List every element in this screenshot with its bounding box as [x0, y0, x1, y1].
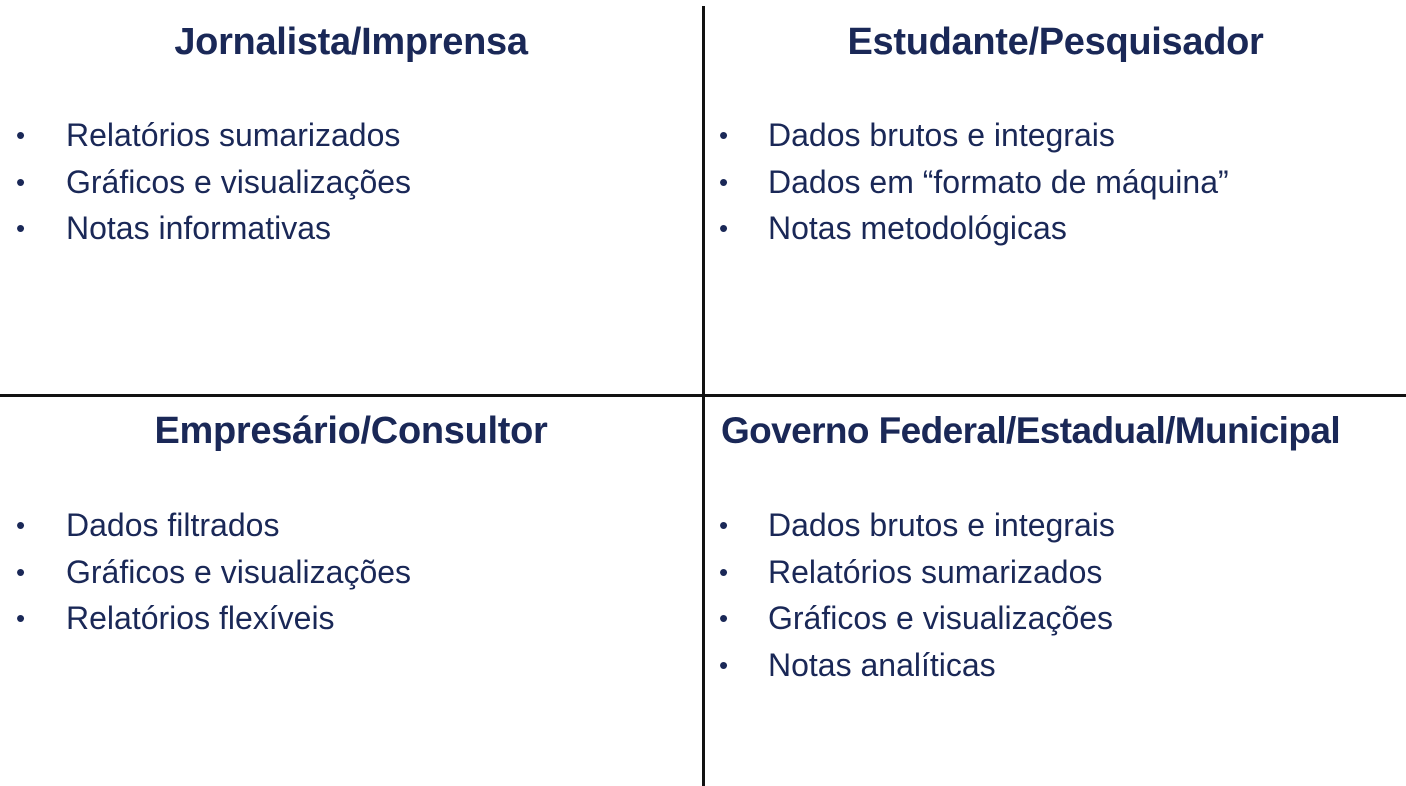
- bullet-icon: •: [719, 649, 729, 680]
- quadrant-empresario-consultor: [0, 397, 702, 786]
- bullet-icon: •: [719, 166, 729, 197]
- list-item-label: Relatórios sumarizados: [66, 117, 401, 153]
- list-item: [705, 502, 1115, 549]
- list-item: [705, 642, 1115, 689]
- quadrant-list: [705, 502, 1115, 688]
- list-item-label: Notas analíticas: [768, 646, 996, 683]
- quadrant-title: Jornalista/Imprensa: [174, 21, 528, 63]
- list-item: [0, 549, 411, 596]
- bullet-icon: •: [719, 603, 729, 633]
- bullet-icon: •: [719, 556, 729, 587]
- bullet-icon: •: [719, 213, 729, 243]
- list-item: [0, 502, 411, 549]
- list-item-label: Dados brutos e integrais: [768, 507, 1115, 543]
- bullet-icon: •: [16, 120, 26, 150]
- bullet-icon: •: [719, 510, 729, 540]
- list-item: [0, 159, 411, 206]
- list-item: [705, 595, 1115, 642]
- quadrant-estudante-pesquisador: [705, 0, 1406, 394]
- quadrant-list: [705, 112, 1229, 252]
- list-item-label: Gráficos e visualizações: [66, 553, 412, 590]
- list-item: [705, 205, 1229, 252]
- list-item: [705, 112, 1229, 159]
- list-item-label: Notas informativas: [66, 210, 331, 246]
- bullet-icon: •: [16, 603, 26, 633]
- bullet-icon: •: [16, 556, 26, 587]
- quadrant-title: Governo Federal/Estadual/Municipal: [721, 410, 1341, 451]
- list-item: [0, 205, 411, 252]
- list-item: [0, 112, 411, 159]
- list-item-label: Relatórios sumarizados: [768, 553, 1103, 590]
- quadrant-list: [0, 112, 411, 252]
- quadrant-jornalista-imprensa: [0, 0, 702, 394]
- list-item: [705, 549, 1115, 596]
- quadrant-title: Empresário/Consultor: [154, 410, 548, 452]
- list-item-label: Gráficos e visualizações: [66, 163, 412, 200]
- quadrant-title: Estudante/Pesquisador: [847, 21, 1264, 63]
- list-item: [0, 595, 411, 642]
- bullet-icon: •: [16, 213, 26, 243]
- quadrant-governo: [705, 397, 1406, 786]
- list-item-label: Relatórios flexíveis: [66, 600, 335, 636]
- list-item-label: Dados brutos e integrais: [768, 117, 1115, 153]
- list-item-label: Dados em “formato de máquina”: [768, 163, 1229, 200]
- list-item: [705, 159, 1229, 206]
- list-item-label: Gráficos e visualizações: [768, 600, 1114, 636]
- quadrant-list: [0, 502, 411, 642]
- bullet-icon: •: [719, 120, 729, 150]
- bullet-icon: •: [16, 510, 26, 540]
- list-item-label: Dados filtrados: [66, 507, 280, 543]
- list-item-label: Notas metodológicas: [768, 210, 1067, 246]
- bullet-icon: •: [16, 166, 26, 197]
